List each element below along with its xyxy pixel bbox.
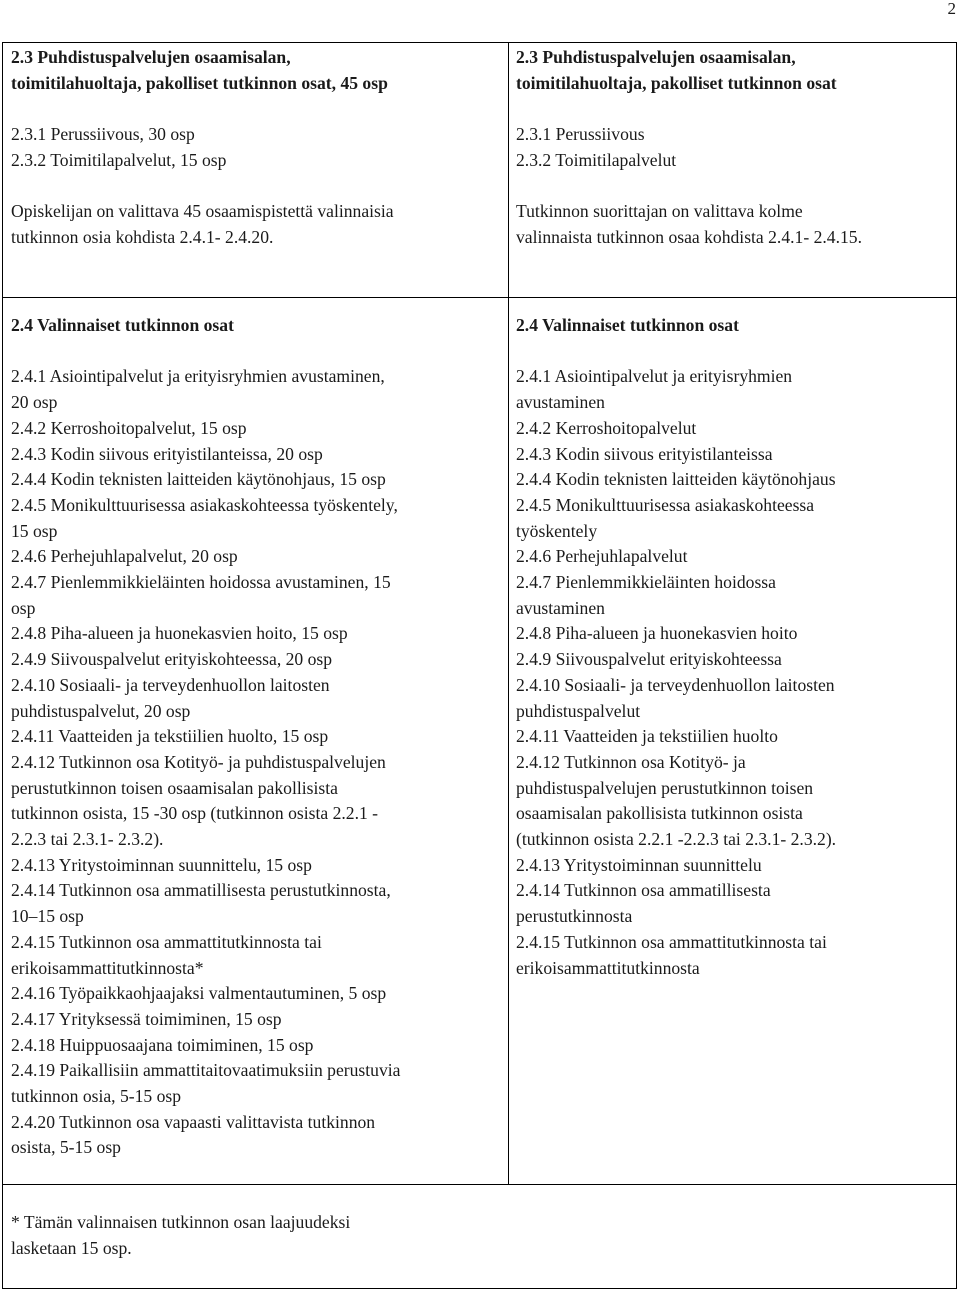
list-item-line: 2.4.16 Työpaikkaohjaajaksi valmentautuminen, 5 osp	[11, 983, 387, 1004]
page-number: 2	[947, 0, 956, 18]
list-item-line: 2.4.12 Tutkinnon osa Kotityö- ja puhdistuspalvelujen	[11, 751, 386, 772]
section-heading: 2.3 Puhdistuspalvelujen osaamisalan,	[516, 47, 796, 67]
section-heading: toimitilahuoltaja, pakolliset tutkinnon osat, 45 osp	[11, 72, 388, 93]
list-item-line: 2.4.3 Kodin siivous erityistilanteissa	[516, 443, 773, 464]
list-item-line: osista, 5-15 osp	[11, 1137, 121, 1158]
cell-bottom-right	[516, 313, 952, 981]
list-item-line: osaamisalan pakollisista tutkinnon osista	[516, 803, 803, 824]
row-divider-1	[3, 297, 956, 298]
list-item-line: 2.4.2 Kerroshoitopalvelut	[516, 417, 697, 438]
list-item-line: 2.4.11 Vaatteiden ja tekstiilien huolto, 15 osp	[11, 726, 329, 747]
list-item-line: (tutkinnon osista 2.2.1 -2.2.3 tai 2.3.1- 2.3.2).	[516, 829, 837, 850]
list-item-line: 2.4.9 Siivouspalvelut erityiskohteessa	[516, 649, 782, 670]
list-item-line: 2.4.5 Monikulttuurisessa asiakaskohteessa työskentely,	[11, 494, 398, 515]
list-item-line: 2.4.13 Yritystoiminnan suunnittelu	[516, 854, 762, 875]
section-heading: toimitilahuoltaja, pakolliset tutkinnon osat	[516, 72, 837, 93]
comparison-table	[2, 42, 957, 1289]
list-item-line: 2.4.10 Sosiaali- ja terveydenhuollon laitosten	[516, 674, 835, 695]
list-item-line: 2.4.14 Tutkinnon osa ammatillisesta	[516, 880, 771, 901]
list-item: 2.3.2 Toimitilapalvelut	[516, 149, 677, 170]
footnote-text: * Tämän valinnaisen tutkinnon osan laajuudeksi	[11, 1212, 351, 1232]
list-item-line: puhdistuspalvelut, 20 osp	[11, 700, 191, 721]
note-text: valinnaista tutkinnon osaa kohdista 2.4.1- 2.4.15.	[516, 226, 862, 247]
list-item-line: erikoisammattitutkinnosta	[516, 957, 700, 978]
list-item-line: 2.4.1 Asiointipalvelut ja erityisryhmien avustaminen,	[11, 366, 385, 387]
footnote-text: lasketaan 15 osp.	[11, 1237, 132, 1258]
list-item-line: puhdistuspalvelujen perustutkinnon toisen	[516, 777, 814, 798]
list-item: 2.3.1 Perussiivous, 30 osp	[11, 124, 195, 145]
list-item-line: 2.4.20 Tutkinnon osa vapaasti valittavista tutkinnon	[11, 1111, 376, 1132]
elective-list	[516, 364, 952, 981]
list-item-line: 2.4.19 Paikallisiin ammattitaitovaatimuksiin perustuvia	[11, 1060, 401, 1081]
list-item-line: 15 osp	[11, 520, 58, 541]
list-item-line: puhdistuspalvelut	[516, 700, 641, 721]
list-item-line: 2.4.8 Piha-alueen ja huonekasvien hoito	[516, 623, 798, 644]
list-item-line: 2.4.15 Tutkinnon osa ammattitutkinnosta tai	[516, 931, 827, 952]
list-item-line: 20 osp	[11, 392, 58, 413]
list-item-line: erikoisammattitutkinnosta*	[11, 957, 204, 978]
list-item-line: 2.4.5 Monikulttuurisessa asiakaskohteessa	[516, 494, 815, 515]
list-item-line: perustutkinnon toisen osaamisalan pakollisista	[11, 777, 338, 798]
section-heading: 2.4 Valinnaiset tutkinnon osat	[11, 315, 234, 335]
list-item-line: 2.4.14 Tutkinnon osa ammatillisesta perustutkinnosta,	[11, 880, 391, 901]
section-heading: 2.4 Valinnaiset tutkinnon osat	[516, 315, 739, 335]
note-text: Tutkinnon suorittajan on valittava kolme	[516, 201, 803, 222]
section-heading: 2.3 Puhdistuspalvelujen osaamisalan,	[11, 47, 291, 67]
list-item-line: 2.4.18 Huippuosaajana toimiminen, 15 osp	[11, 1034, 314, 1055]
list-item-line: perustutkinnosta	[516, 906, 633, 927]
note-text: Opiskelijan on valittava 45 osaamispistettä valinnaisia	[11, 201, 394, 222]
list-item-line: 10–15 osp	[11, 906, 84, 927]
list-item-line: 2.4.4 Kodin teknisten laitteiden käytönohjaus	[516, 469, 836, 490]
list-item-line: 2.4.6 Perhejuhlapalvelut	[516, 546, 688, 567]
list-item-line: 2.4.12 Tutkinnon osa Kotityö- ja	[516, 751, 746, 772]
list-item-line: 2.4.7 Pienlemmikkieläinten hoidossa avustaminen, 15	[11, 572, 391, 593]
list-item-line: työskentely	[516, 520, 598, 541]
list-item-line: 2.4.10 Sosiaali- ja terveydenhuollon laitosten	[11, 674, 330, 695]
list-item-line: osp	[11, 597, 36, 618]
cell-bottom-left	[11, 313, 503, 1161]
list-item: 2.3.1 Perussiivous	[516, 124, 645, 145]
list-item-line: 2.4.13 Yritystoiminnan suunnittelu, 15 osp	[11, 854, 312, 875]
cell-footnote	[11, 1210, 941, 1261]
list-item-line: 2.4.6 Perhejuhlapalvelut, 20 osp	[11, 546, 238, 567]
list-item-line: 2.4.15 Tutkinnon osa ammattitutkinnosta tai	[11, 931, 322, 952]
list-item-line: tutkinnon osista, 15 -30 osp (tutkinnon osista 2.2.1 -	[11, 803, 379, 824]
list-item-line: 2.4.11 Vaatteiden ja tekstiilien huolto	[516, 726, 778, 747]
cell-top-right	[516, 45, 952, 251]
list-item-line: 2.4.1 Asiointipalvelut ja erityisryhmien	[516, 366, 793, 387]
list-item-line: 2.4.9 Siivouspalvelut erityiskohteessa, 20 osp	[11, 649, 333, 670]
list-item-line: avustaminen	[516, 597, 605, 618]
note-text: tutkinnon osia kohdista 2.4.1- 2.4.20.	[11, 226, 274, 247]
cell-top-left	[11, 45, 503, 251]
elective-list	[11, 364, 503, 1161]
list-item: 2.3.2 Toimitilapalvelut, 15 osp	[11, 149, 227, 170]
row-divider-2	[3, 1184, 956, 1185]
list-item-line: 2.4.7 Pienlemmikkieläinten hoidossa	[516, 572, 776, 593]
list-item-line: avustaminen	[516, 392, 605, 413]
list-item-line: 2.2.3 tai 2.3.1- 2.3.2).	[11, 829, 164, 850]
list-item-line: 2.4.4 Kodin teknisten laitteiden käytönohjaus, 15 osp	[11, 469, 386, 490]
list-item-line: 2.4.2 Kerroshoitopalvelut, 15 osp	[11, 417, 247, 438]
list-item-line: 2.4.8 Piha-alueen ja huonekasvien hoito, 15 osp	[11, 623, 348, 644]
list-item-line: tutkinnon osia, 5-15 osp	[11, 1086, 182, 1107]
column-divider	[508, 43, 509, 1184]
list-item-line: 2.4.3 Kodin siivous erityistilanteissa, 20 osp	[11, 443, 323, 464]
list-item-line: 2.4.17 Yrityksessä toimiminen, 15 osp	[11, 1008, 282, 1029]
